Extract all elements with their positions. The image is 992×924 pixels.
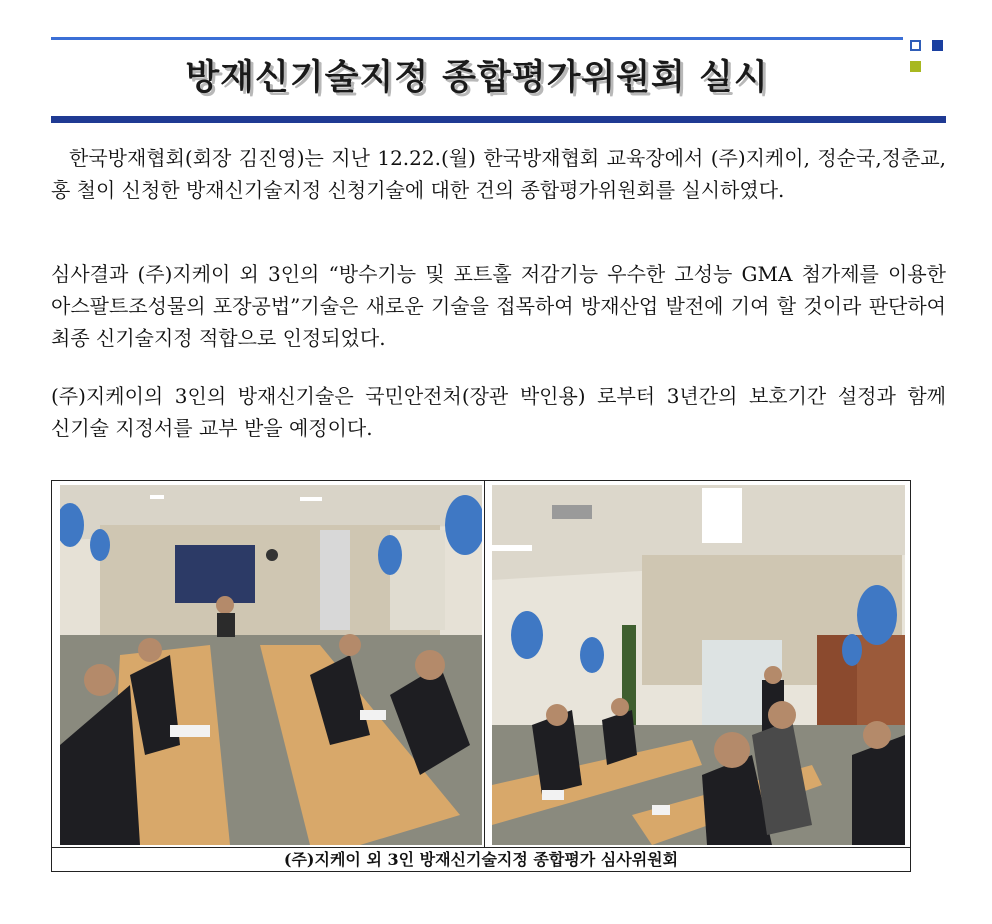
- header-bottom-rule: [51, 116, 946, 123]
- photo-separator: [484, 481, 485, 847]
- caption-rule: [52, 847, 910, 848]
- decor-square-green: [910, 61, 921, 72]
- decor-square-blue: [932, 40, 943, 51]
- header-top-rule: [51, 37, 903, 40]
- meeting-photo-right: [492, 485, 905, 845]
- page-title: 방재신기술지정 종합평가위원회 실시: [185, 58, 769, 98]
- body-paragraph-1: 한국방재협회(회장 김진영)는 지난 12.22.(월) 한국방재협회 교육장에서 (주)지케이, 정순국,정춘교, 홍 철이 신청한 방재신기술지정 신청기술에 대한 건의 종합평가위원회를 실시하였다.: [51, 146, 946, 202]
- meeting-photo-left: [60, 485, 482, 845]
- body-paragraph-2: 심사결과 (주)지케이 외 3인의 “방수기능 및 포트홀 저감기능 우수한 고성능 GMA 첨가제를 이용한 아스팔트조성물의 포장공법”기술은 새로운 기술을 접목하여 방재산업 발전에 기여 할 것이라 판단하여 최종 신기술지정 적합으로 인정되었다.: [51, 262, 946, 350]
- decor-square-outline: [910, 40, 921, 51]
- photo-caption: (주)지케이 외 3인 방재신기술지정 종합평가 심사위원회: [283, 850, 679, 869]
- photo-frame: [51, 480, 911, 872]
- body-paragraph-3: (주)지케이의 3인의 방재신기술은 국민안전처(장관 박인용) 로부터 3년간의 보호기간 설정과 함께 신기술 지정서를 교부 받을 예정이다.: [51, 384, 946, 440]
